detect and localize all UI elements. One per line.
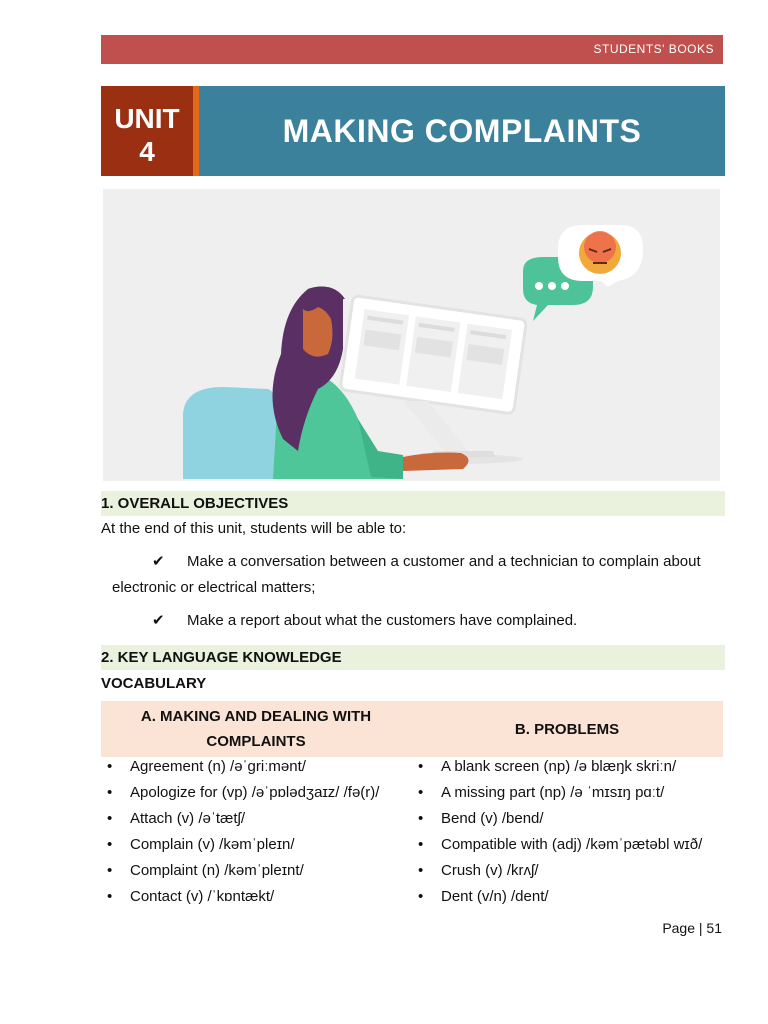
unit-illustration xyxy=(103,189,720,481)
table-header-row xyxy=(101,701,723,757)
vocab-term: A missing part (np) /ə ˈmɪsɪŋ pɑːt/ xyxy=(441,784,665,801)
vocab-list-b xyxy=(418,757,723,913)
bullet-icon: • xyxy=(107,836,113,853)
vocab-list-a xyxy=(107,757,407,913)
column-a-header-line: COMPLAINTS xyxy=(206,733,306,750)
checkmark-icon: ✔ xyxy=(152,553,165,570)
bullet-icon: • xyxy=(418,758,424,775)
header-label: STUDENTS' BOOKS xyxy=(593,42,714,56)
vocab-term: A blank screen (np) /ə blæŋk skriːn/ xyxy=(441,758,677,775)
list-item xyxy=(418,783,723,809)
section-overall-objectives xyxy=(101,491,725,516)
section-key-language-knowledge xyxy=(101,645,725,670)
list-item xyxy=(418,809,723,835)
objective-item: Make a report about what the customers have complained. xyxy=(187,612,578,629)
vocab-term: Attach (v) /əˈtætʃ/ xyxy=(130,810,246,827)
bullet-icon: • xyxy=(107,810,113,827)
bullet-icon: • xyxy=(418,784,424,801)
section-heading: 1. OVERALL OBJECTIVES xyxy=(101,495,289,512)
checkmark-icon: ✔ xyxy=(152,612,165,629)
vocabulary-heading: VOCABULARY xyxy=(101,675,207,692)
vocab-term: Crush (v) /krʌʃ/ xyxy=(441,862,539,879)
bullet-icon: • xyxy=(418,810,424,827)
vocabulary-table xyxy=(101,701,723,757)
vocab-term: Dent (v/n) /dent/ xyxy=(441,888,549,905)
bullet-icon: • xyxy=(418,888,424,905)
list-item xyxy=(107,861,407,887)
list-item xyxy=(107,783,407,809)
unit-word: UNIT xyxy=(114,103,180,134)
bullet-icon: • xyxy=(107,784,113,801)
unit-title-banner xyxy=(199,86,725,176)
column-b-header: B. PROBLEMS xyxy=(411,701,723,757)
list-item xyxy=(107,887,407,913)
list-item xyxy=(418,861,723,887)
objectives-intro: At the end of this unit, students will be able to: xyxy=(101,520,407,537)
complaint-illustration-image xyxy=(103,189,720,481)
objective-item: Make a conversation between a customer and a technician to complain about xyxy=(187,553,701,570)
column-a-header-line: A. MAKING AND DEALING WITH xyxy=(140,708,372,725)
unit-badge xyxy=(101,86,193,176)
column-a-header xyxy=(101,701,411,757)
vocab-term: Agreement (n) /əˈgriːmənt/ xyxy=(130,758,306,775)
objective-item-continuation: electronic or electrical matters; xyxy=(112,579,316,596)
list-item xyxy=(418,757,723,783)
bullet-icon: • xyxy=(107,862,113,879)
vocab-term: Compatible with (adj) /kəmˈpætəbl wɪð/ xyxy=(441,836,703,853)
unit-title: MAKING COMPLAINTS xyxy=(282,113,642,149)
bullet-icon: • xyxy=(107,888,113,905)
list-item xyxy=(418,887,723,913)
list-item xyxy=(107,757,407,783)
vocab-term: Apologize for (vp) /əˈpɒlədʒaɪz/ /fə(r)/ xyxy=(130,784,380,801)
page-number: Page | 51 xyxy=(662,920,722,936)
vocab-term: Complaint (n) /kəmˈpleɪnt/ xyxy=(130,862,304,879)
bullet-icon: • xyxy=(418,836,424,853)
bullet-icon: • xyxy=(107,758,113,775)
header-bar xyxy=(101,35,723,64)
list-item xyxy=(107,809,407,835)
section-heading: 2. KEY LANGUAGE KNOWLEDGE xyxy=(101,649,342,666)
list-item xyxy=(418,835,723,861)
unit-number: 4 xyxy=(139,136,155,167)
list-item xyxy=(107,835,407,861)
vocab-term: Contact (v) /ˈkɒntækt/ xyxy=(130,888,275,905)
vocab-term: Bend (v) /bend/ xyxy=(441,810,544,827)
bullet-icon: • xyxy=(418,862,424,879)
vocab-term: Complain (v) /kəmˈpleɪn/ xyxy=(130,836,295,853)
